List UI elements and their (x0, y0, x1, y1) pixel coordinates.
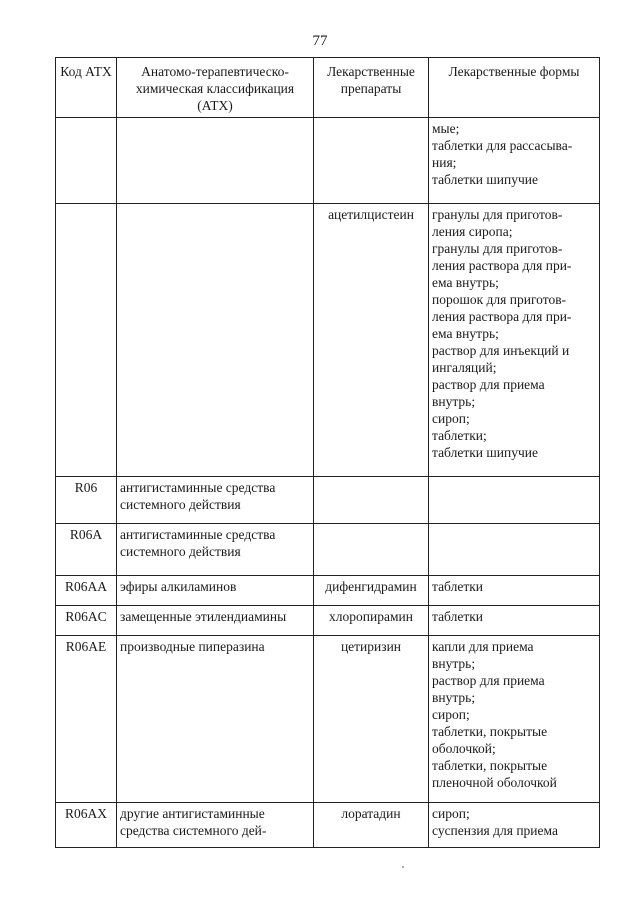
dosage-form-line: таблетки для рассасыва- (432, 138, 573, 153)
table-row (56, 576, 600, 606)
dosage-form-line: гранулы для приготов- (432, 207, 563, 222)
drug-name-cell (314, 118, 429, 204)
page-number: 77 (312, 33, 328, 49)
drug-name-cell: дифенгидрамин (314, 576, 429, 606)
drug-name-cell (314, 524, 429, 576)
atc-classification-cell: другие антигистаминные средства системного дей- (117, 803, 314, 848)
atc-code-cell (56, 204, 117, 477)
dosage-form-line: капли для приема (432, 639, 534, 654)
drug-name-cell: цетиризин (314, 636, 429, 803)
atc-code-cell: R06A (56, 524, 117, 576)
drug-name-cell: хлоропирамин (314, 606, 429, 636)
dosage-forms-cell (429, 118, 600, 204)
dosage-form-line: ингаляций; (432, 360, 497, 375)
table-header-row (56, 58, 600, 118)
dosage-form-line: порошок для приготов- (432, 292, 567, 307)
dosage-forms-cell (429, 524, 600, 576)
dosage-form-line: таблетки, покрытые (432, 758, 548, 773)
dosage-form-line: таблетки, покрытые (432, 724, 548, 739)
dosage-form-line: таблетки (432, 609, 484, 624)
dosage-form-line: ления раствора для при- (432, 309, 572, 324)
dosage-form-line: сироп; (432, 806, 470, 821)
dosage-form-line: сироп; (432, 411, 470, 426)
dosage-forms-cell (429, 477, 600, 524)
dosage-form-line: ления раствора для при- (432, 258, 572, 273)
dosage-form-line: раствор для приема (432, 377, 545, 392)
table-row (56, 204, 600, 477)
dosage-form-line: гранулы для приготов- (432, 241, 563, 256)
header-atc-classification: Анатомо-терапевтическо-химическая классификация (АТХ) (117, 58, 314, 118)
dosage-form-line: раствор для приема (432, 673, 545, 688)
dosage-forms-cell (429, 204, 600, 477)
dosage-form-line: внутрь; (432, 656, 476, 671)
atc-code-cell: R06AA (56, 576, 117, 606)
drug-name-cell (314, 477, 429, 524)
atc-classification-cell: антигистаминные средства системного действия (117, 477, 314, 524)
scan-speck (402, 866, 404, 868)
atc-code-cell: R06 (56, 477, 117, 524)
dosage-form-line: ема внутрь; (432, 275, 499, 290)
atc-drug-table (55, 57, 600, 848)
table-row (56, 803, 600, 848)
table-row (56, 477, 600, 524)
dosage-forms-cell (429, 576, 600, 606)
atc-code-cell (56, 118, 117, 204)
table-row (56, 524, 600, 576)
dosage-form-line: сироп; (432, 707, 470, 722)
atc-classification-cell: эфиры алкиламинов (117, 576, 314, 606)
dosage-form-line: ема внутрь; (432, 326, 499, 341)
dosage-form-line: раствор для инъекций и (432, 343, 570, 358)
table-row (56, 118, 600, 204)
dosage-form-line: оболочкой; (432, 741, 496, 756)
drug-name-cell: лоратадин (314, 803, 429, 848)
atc-code-cell: R06AE (56, 636, 117, 803)
dosage-forms-cell (429, 606, 600, 636)
dosage-form-line: таблетки; (432, 428, 487, 443)
dosage-form-line: суспензия для приема (432, 823, 558, 838)
dosage-form-line: внутрь; (432, 690, 476, 705)
atc-classification-cell: замещенные этилендиамины (117, 606, 314, 636)
dosage-forms-cell (429, 636, 600, 803)
dosage-form-line: таблетки шипучие (432, 172, 538, 187)
atc-classification-cell: производные пиперазина (117, 636, 314, 803)
dosage-forms-cell (429, 803, 600, 848)
header-atc-code: Код АТХ (56, 58, 117, 118)
atc-classification-cell (117, 204, 314, 477)
atc-classification-cell (117, 118, 314, 204)
dosage-form-line: ления сиропа; (432, 224, 513, 239)
drug-name-cell: ацетилцистеин (314, 204, 429, 477)
table-row (56, 636, 600, 803)
header-drugs: Лекарственные препараты (314, 58, 429, 118)
dosage-form-line: ния; (432, 155, 457, 170)
dosage-form-line: таблетки (432, 579, 484, 594)
table-row (56, 606, 600, 636)
atc-code-cell: R06AX (56, 803, 117, 848)
dosage-form-line: мые; (432, 121, 460, 136)
dosage-form-line: пленочной оболочкой (432, 775, 557, 790)
atc-classification-cell: антигистаминные средства системного действия (117, 524, 314, 576)
dosage-form-line: внутрь; (432, 394, 476, 409)
dosage-form-line: таблетки шипучие (432, 445, 538, 460)
atc-code-cell: R06AC (56, 606, 117, 636)
header-dosage-forms: Лекарственные формы (429, 58, 600, 118)
